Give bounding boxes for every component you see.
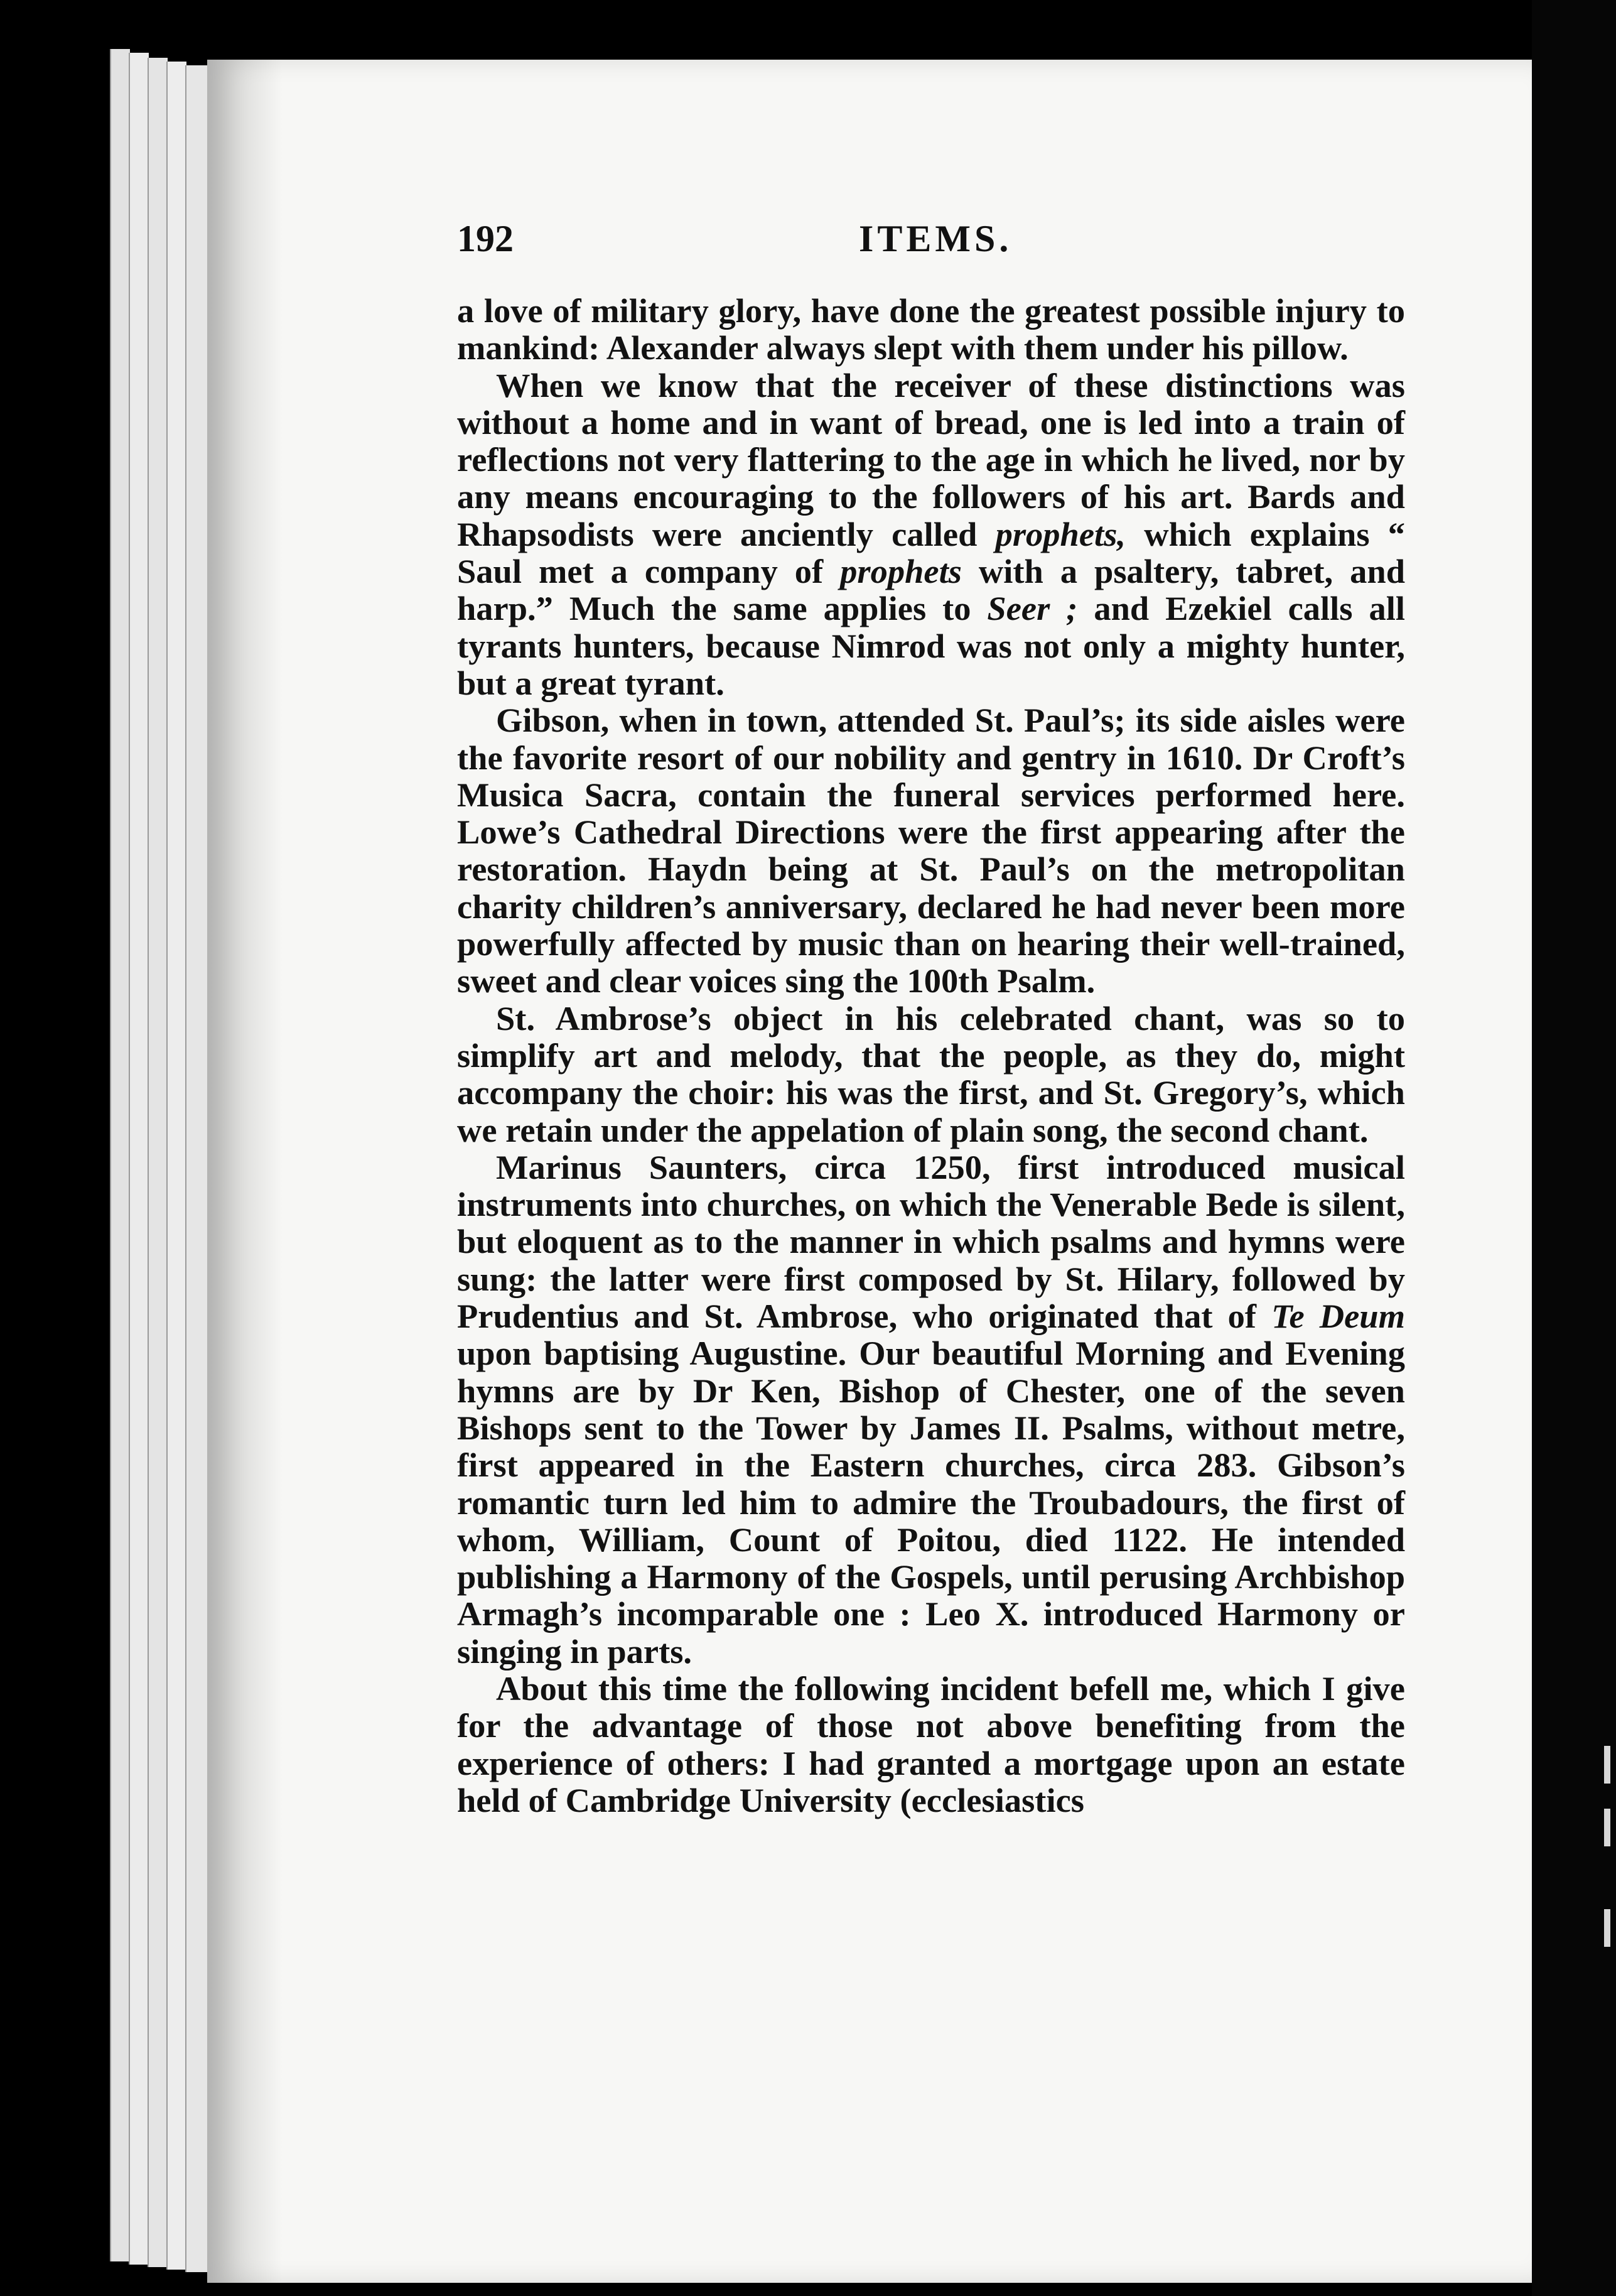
paragraph bbox=[457, 367, 1405, 702]
page-edge bbox=[110, 49, 130, 2261]
running-title: ITEMS. bbox=[859, 218, 1013, 259]
paragraph-text: a love of military glory, have done the greatest possible injury to mankind: Alexander always slept with them under his pillow. bbox=[457, 291, 1405, 367]
paragraph bbox=[457, 1670, 1405, 1819]
page-header bbox=[457, 214, 1411, 270]
paragraph bbox=[457, 701, 1405, 999]
adjacent-page-mark bbox=[1604, 1746, 1610, 1784]
page-edge bbox=[166, 62, 186, 2270]
page-edge bbox=[148, 58, 168, 2267]
paragraph-text: St. Ambrose’s object in his celebrated chant, was so to simplify art and melody, that the people, as they do, might accompany the choir: his was the first, and St. Gregory’s, which we retain under the appelation of plain song, the second chant. bbox=[457, 999, 1405, 1149]
italic-term: prophets bbox=[840, 552, 962, 591]
page-number: 192 bbox=[457, 218, 514, 259]
paragraph bbox=[457, 1149, 1405, 1670]
paragraph-text: Marinus Saunters, circa 1250, first introduced musical instruments into churches, on which the Venerable Bede is silent, but eloquent as to the manner in which psalms and hymns were sung: the latter were first composed by St. Hilary, followed by Prudentius and St. Ambrose, who originated that of Te Deum upon baptising Augustine. Our beautiful Morning and Evening hymns are by Dr Ken, Bishop of Chester, one of the seven Bishops sent to the Tower by James II. Psalms, without metre, first appeared in the Eastern churches, circa 283. Gibson’s romantic turn led him to admire the Troubadours, the first of whom, William, Count of Poitou, died 1122. He intended publishing a Harmony of the Gospels, until perusing Archbishop Armagh’s incomparable one : Leo X. introduced Harmony or singing in parts. bbox=[457, 1147, 1405, 1671]
paragraph-text: About this time the following incident befell me, which I give for the advantage of those not above benefiting from the experience of others: I had granted a mortgage upon an estate held of Cambridge University (ecclesiastics bbox=[457, 1669, 1405, 1819]
adjacent-page-mark bbox=[1604, 1809, 1610, 1846]
page-edge bbox=[129, 53, 149, 2265]
gutter-shadow bbox=[207, 60, 283, 2283]
scan-background bbox=[1532, 0, 1616, 2296]
paragraph-text: Gibson, when in town, attended St. Paul’s; its side aisles were the favorite resort of our nobility and gentry in 1610. Dr Croft’s Musica Sacra, contain the funeral services performed here. Lowe’s Cathedral Directions were the first appearing after the restoration. Haydn being at St. Paul’s on the metropolitan charity children’s anniversary, declared he had never been more powerfully affected by music than on hearing their well-trained, sweet and clear voices sing the 100th Psalm. bbox=[457, 701, 1405, 1000]
paragraph bbox=[457, 1000, 1405, 1149]
paragraph-text: When we know that the receiver of these distinctions was without a home and in want of bread, one is led into a train of reflections not very flattering to the age in which he lived, nor by any means encouraging to the followers of his art. Bards and Rhapsodists were anciently called prophets, which explains “ Saul met a company of prophets with a psaltery, tabret, and harp.” Much the same applies to Seer ; and Ezekiel calls all tyrants hunters, because Nimrod was not only a mighty hunter, but a great tyrant. bbox=[457, 366, 1405, 702]
adjacent-page-mark bbox=[1604, 1909, 1610, 1947]
italic-term: Seer ; bbox=[987, 589, 1078, 628]
italic-term: Te Deum bbox=[1271, 1297, 1405, 1336]
paragraph bbox=[457, 292, 1405, 367]
italic-term: prophets, bbox=[995, 514, 1126, 553]
body-text bbox=[457, 292, 1405, 1819]
